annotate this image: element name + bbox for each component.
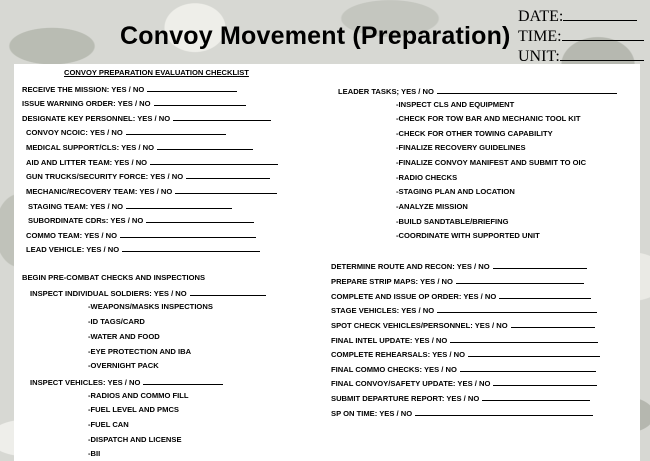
list-item: SP ON TIME: YES / NO xyxy=(331,407,593,419)
sub-item: -WEAPONS/MASKS INSPECTIONS xyxy=(88,302,213,311)
list-item: COMPLETE REHEARSALS: YES / NO xyxy=(331,348,600,360)
sub-item: -EYE PROTECTION AND IBA xyxy=(88,347,192,356)
answer-blank[interactable] xyxy=(493,260,587,269)
answer-blank[interactable] xyxy=(157,141,253,150)
answer-blank[interactable] xyxy=(147,83,237,92)
list-item: SUBMIT DEPARTURE REPORT: YES / NO xyxy=(331,392,590,404)
list-item: DESIGNATE KEY PERSONNEL: YES / NO xyxy=(22,112,271,124)
answer-blank[interactable] xyxy=(456,275,584,284)
sub-item: -WATER AND FOOD xyxy=(88,332,160,341)
sub-item: -OVERNIGHT PACK xyxy=(88,361,159,370)
sub-item: -ANALYZE MISSION xyxy=(396,202,468,211)
answer-blank[interactable] xyxy=(450,334,598,343)
list-item: ISSUE WARNING ORDER: YES / NO xyxy=(22,97,246,109)
checklist-heading: CONVOY PREPARATION EVALUATION CHECKLIST xyxy=(64,68,249,77)
time-label: TIME: xyxy=(518,28,562,45)
sub-item: -FINALIZE CONVOY MANIFEST AND SUBMIT TO OIC xyxy=(396,158,587,167)
sub-item: -RADIOS AND COMMO FILL xyxy=(88,391,189,400)
list-item: STAGING TEAM: YES / NO xyxy=(28,200,232,212)
list-item: PREPARE STRIP MAPS: YES / NO xyxy=(331,275,584,287)
answer-blank[interactable] xyxy=(154,97,246,106)
inspect-vehicles-item: INSPECT VEHICLES: YES / NO xyxy=(30,376,223,388)
unit-field xyxy=(518,46,644,66)
answer-blank[interactable] xyxy=(437,85,617,94)
answer-blank[interactable] xyxy=(460,363,596,372)
answer-blank[interactable] xyxy=(415,407,593,416)
answer-blank[interactable] xyxy=(482,392,590,401)
list-item: CONVOY NCOIC: YES / NO xyxy=(26,126,226,138)
list-item: MEDICAL SUPPORT/CLS: YES / NO xyxy=(26,141,253,153)
answer-blank[interactable] xyxy=(499,290,591,299)
precombat-heading: BEGIN PRE-COMBAT CHECKS AND INSPECTIONS xyxy=(22,273,206,282)
inspect-soldiers-item: INSPECT INDIVIDUAL SOLDIERS: YES / NO xyxy=(30,287,266,299)
answer-blank[interactable] xyxy=(186,170,270,179)
sub-item: -FUEL CAN xyxy=(88,420,129,429)
sub-item: -INSPECT CLS AND EQUIPMENT xyxy=(396,100,515,109)
unit-label: UNIT: xyxy=(518,48,560,65)
date-field xyxy=(518,6,644,26)
list-item: SPOT CHECK VEHICLES/PERSONNEL: YES / NO xyxy=(331,319,595,331)
sub-item: -BUILD SANDTABLE/BRIEFING xyxy=(396,217,509,226)
page-title: Convoy Movement (Preparation) xyxy=(120,22,511,50)
list-item: FINAL COMMO CHECKS: YES / NO xyxy=(331,363,596,375)
list-item: FINAL CONVOY/SAFETY UPDATE: YES / NO xyxy=(331,377,597,389)
list-item: DETERMINE ROUTE AND RECON: YES / NO xyxy=(331,260,587,272)
sub-item: -CHECK FOR OTHER TOWING CAPABILITY xyxy=(396,129,553,138)
answer-blank[interactable] xyxy=(122,243,260,252)
list-item: GUN TRUCKS/SECURITY FORCE: YES / NO xyxy=(26,170,270,182)
sub-item: -DISPATCH AND LICENSE xyxy=(88,435,182,444)
sub-item: -ID TAGS/CARD xyxy=(88,317,145,326)
sub-item: -CHECK FOR TOW BAR AND MECHANIC TOOL KIT xyxy=(396,114,581,123)
sub-item: -FUEL LEVEL AND PMCS xyxy=(88,405,179,414)
answer-blank[interactable] xyxy=(126,200,232,209)
list-item: COMPLETE AND ISSUE OP ORDER: YES / NO xyxy=(331,290,591,302)
answer-blank[interactable] xyxy=(120,229,256,238)
answer-blank[interactable] xyxy=(190,287,266,296)
answer-blank[interactable] xyxy=(173,112,271,121)
list-item: SUBORDINATE CDRs: YES / NO xyxy=(28,214,254,226)
sub-item: -RADIO CHECKS xyxy=(396,173,458,182)
date-label: DATE: xyxy=(518,8,564,25)
answer-blank[interactable] xyxy=(175,185,277,194)
answer-blank[interactable] xyxy=(150,156,278,165)
sub-item: -STAGING PLAN AND LOCATION xyxy=(396,187,515,196)
sub-item: -COORDINATE WITH SUPPORTED UNIT xyxy=(396,231,540,240)
sub-item: -BII xyxy=(88,449,101,458)
answer-blank[interactable] xyxy=(493,377,597,386)
list-item: AID AND LITTER TEAM: YES / NO xyxy=(26,156,278,168)
date-blank[interactable] xyxy=(563,6,637,21)
answer-blank[interactable] xyxy=(143,376,223,385)
leader-tasks-item: LEADER TASKS; YES / NO xyxy=(338,85,617,97)
unit-blank[interactable] xyxy=(560,46,644,61)
answer-blank[interactable] xyxy=(126,126,226,135)
list-item: LEAD VEHICLE: YES / NO xyxy=(26,243,260,255)
sub-item: -FINALIZE RECOVERY GUIDELINES xyxy=(396,143,526,152)
list-item: COMMO TEAM: YES / NO xyxy=(26,229,256,241)
answer-blank[interactable] xyxy=(468,348,600,357)
list-item: MECHANIC/RECOVERY TEAM: YES / NO xyxy=(26,185,277,197)
header-fields xyxy=(518,6,644,66)
answer-blank[interactable] xyxy=(146,214,254,223)
time-field xyxy=(518,26,644,46)
answer-blank[interactable] xyxy=(511,319,595,328)
answer-blank[interactable] xyxy=(437,304,597,313)
list-item: RECEIVE THE MISSION: YES / NO xyxy=(22,83,237,95)
time-blank[interactable] xyxy=(562,26,644,41)
list-item: STAGE VEHICLES: YES / NO xyxy=(331,304,597,316)
list-item: FINAL INTEL UPDATE: YES / NO xyxy=(331,334,598,346)
